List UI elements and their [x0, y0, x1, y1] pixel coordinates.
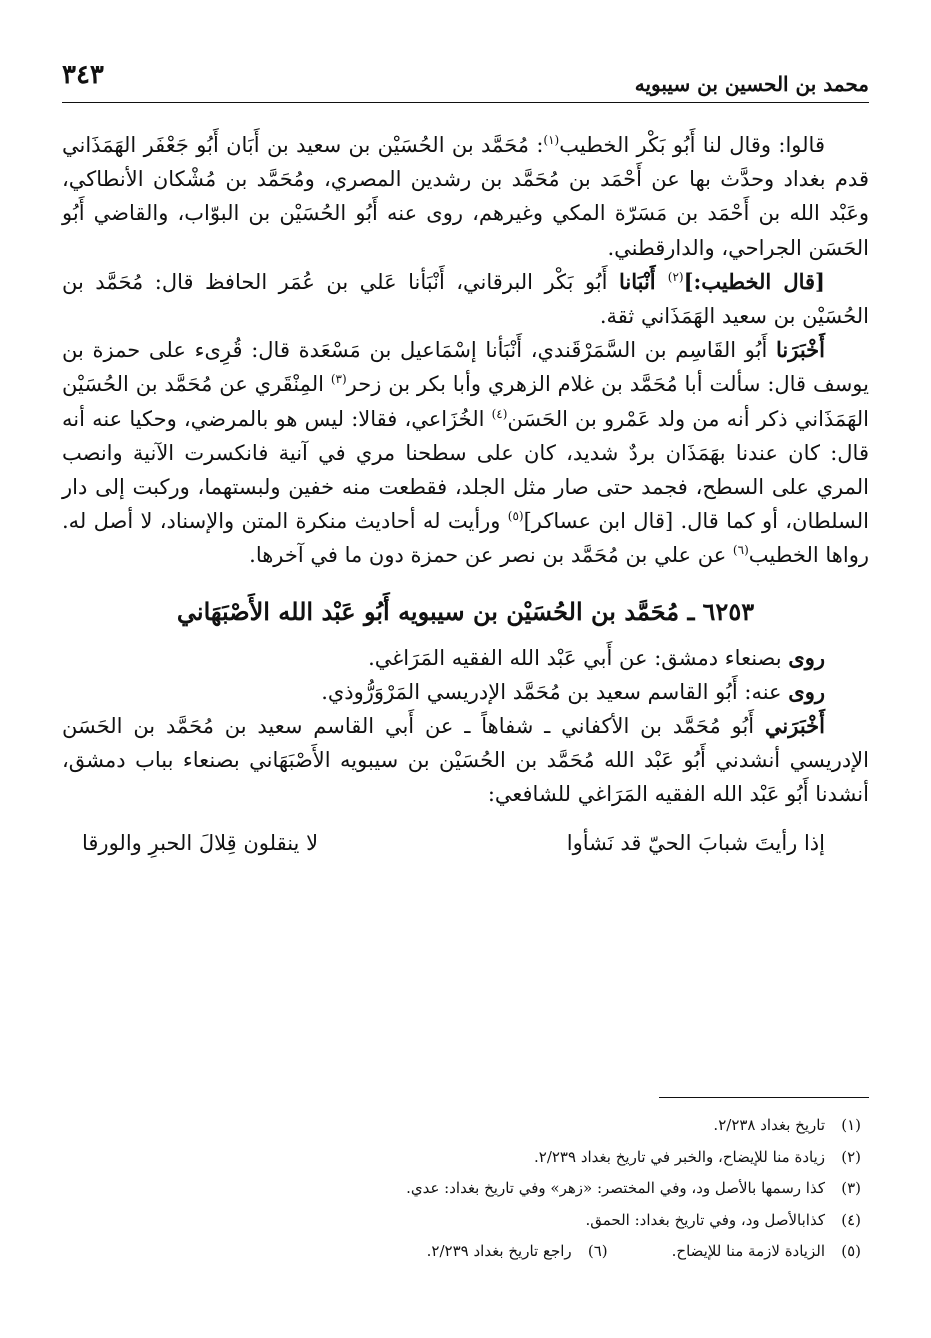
footnote-divider — [659, 1097, 869, 1098]
running-title: محمد بن الحسين بن سيبويه — [634, 72, 869, 96]
footnote-ref-6: (٦) — [732, 543, 749, 558]
paragraph-text: المِنْقَري عن مُحَمَّد بن الحُسَيْن الهَمَذَاني ذكر أنه من ولد عَمْرو بن الحَسَن — [62, 372, 869, 431]
transmission-term: روى — [788, 644, 825, 670]
poetry-verse — [62, 826, 869, 860]
footnote-mark: (٣) — [841, 1179, 861, 1197]
footnote-ref-3: (٣) — [330, 372, 347, 387]
transmission-term: أَخْبَرَنا — [776, 337, 825, 363]
footnote-mark: (٦) — [587, 1242, 608, 1260]
paragraph-text: أَبُو القَاسِم بن السَّمَرْقَندي، أَنْبَأنا إسْمَاعيل بن مَسْعَدة قال: قُرِىء على حمزة بن يوسف قال: سألت أبا مُحَمَّد بن غلام الزهري وأبا بكر بن زحر — [62, 338, 869, 397]
paragraph-text: : مُحَمَّد بن الحُسَيْن بن سعيد بن أَبَان أَبُو جَعْفَر الهَمَذَاني قدم بغداد وحدَّث بها عن أَحْمَد بن مُحَمَّد بن رشدين المصري، ومُحَمَّد بن مُشْكان الأنطاكي، وعَبْد الله بن أَحْمَد بن مَسَرّة المكي وغيرهم، روى عنه أَبُو الحُسَيْن بن البوّاب، والقاضي أَبُو الحَسَن الجراحي، والدارقطني. — [62, 133, 869, 260]
transmission-term: أَخْبَرَني — [764, 713, 825, 739]
paragraph-text: أَبُو مُحَمَّد بن الأكفاني ـ شفاهاً ـ عن أَبي القاسم سعيد بن مُحَمَّد بن الحَسَن الإدريسي أنشدني أَبُو عَبْد الله مُحَمَّد بن الحُسَيْن بن سيبويه الأَصْبَهَاني بصنعاء بباب دمشق، أنشدنا أَبُو عَبْد الله الفقيه المَرَاغي للشافعي: — [62, 714, 869, 807]
paragraph-khatib-tawthiq — [62, 265, 869, 333]
footnote-row — [62, 1236, 861, 1268]
paragraph-khatib-biography — [62, 128, 869, 265]
footnote-ref-4: (٤) — [491, 406, 508, 421]
footnote-text: راجع تاريخ بغداد ٢/٢٣٩. — [426, 1242, 572, 1260]
bracketed-source: [قال الخطيب:] — [683, 268, 825, 294]
entry-heading — [62, 593, 869, 631]
footnote-mark: (٤) — [841, 1210, 861, 1229]
footnote-text: تاريخ بغداد ٢/٢٣٨. — [713, 1116, 825, 1134]
main-text — [62, 128, 869, 860]
footnote-3 — [62, 1173, 861, 1205]
footnote-2 — [62, 1142, 861, 1174]
paragraph-text: الخُزَاعي، فقالا: ليس هو بالمرضي، وحكيا عنه أنه قال: كان عندنا بهَمَذَان بردٌ شديد، كان على سطحنا مري في آنية فانكسرت الآنية وانصب المري على السطح، فجمد حتى صار مثل الجلد، فقطعت منه خفين ولبستهما، وركبت إلى دار السلطان، أو كما قال. [قال ابن عساكر] — [62, 406, 870, 534]
running-header — [62, 52, 869, 103]
footnote-6 — [427, 1236, 608, 1268]
verse-first-hemistich: إذا رأيتَ شبابَ الحيّ قد نَشأوا — [566, 830, 825, 855]
footnote-mark: (٢) — [841, 1147, 861, 1166]
entry-title: ـ مُحَمَّد بن الحُسَيْن بن سيبويه أَبُو عَبْد الله الأَصْبَهَاني — [176, 596, 695, 626]
footnote-mark: (٥) — [841, 1242, 861, 1260]
verse-second-hemistich: لا ينقلون قِلالَ الحبرِ والورقا — [82, 830, 319, 855]
paragraph-text: قالوا: وقال لنا أَبُو بَكْر الخطيب — [559, 133, 825, 157]
footnote-text: الزيادة لازمة منا للإيضاح. — [671, 1242, 825, 1260]
footnote-text: كذابالأصل ود، وفي تاريخ بغداد: الحمق. — [585, 1210, 825, 1229]
paragraph-hamza-report — [62, 333, 869, 572]
footnote-ref-2: (٢) — [667, 269, 684, 284]
footnote-1 — [62, 1110, 861, 1142]
footnote-mark: (١) — [841, 1116, 861, 1134]
paragraph-text: بصنعاء دمشق: عن أَبي عَبْد الله الفقيه المَرَاغي. — [368, 645, 789, 670]
paragraph-text: عن علي بن مُحَمَّد بن نصر عن حمزة دون ما في آخرها. — [249, 543, 733, 568]
paragraph-rawa-1 — [62, 641, 869, 675]
footnote-ref-1: (١) — [543, 133, 560, 147]
paragraph-text: أَبُو بَكْر البرقاني، أَنْبَأنا عَلي بن عُمَر الحافظ قال: مُحَمَّد بن الحُسَيْن بن سعيد الهَمَذَاني ثقة. — [62, 269, 869, 329]
paragraph-akhbarani — [62, 709, 869, 812]
paragraph-rawa-2 — [62, 675, 869, 709]
paragraph-text: ورأيت له أحاديث منكرة المتن والإسناد، لا أصل له. رواها الخطيب — [62, 509, 869, 568]
page-number: ٣٤٣ — [62, 60, 104, 90]
footnote-ref-5: (٥) — [507, 509, 524, 524]
transmission-term: أَنْبَانا — [618, 268, 668, 294]
paragraph-text: عنه: أَبُو القاسم سعيد بن مُحَمَّد الإدريسي المَرْوَرُّوذي. — [321, 679, 789, 704]
footnote-text: كذا رسمها بالأصل ود، وفي المختصر: «زهر» وفي تاريخ بغداد: عدي. — [406, 1179, 825, 1197]
footnote-5 — [672, 1236, 861, 1268]
transmission-term: روى — [788, 678, 825, 704]
entry-number: ٦٢٥٣ — [702, 596, 755, 626]
footnotes — [62, 1110, 861, 1268]
footnote-4 — [62, 1205, 861, 1237]
footnote-text: زيادة منا للإيضاح، والخبر في تاريخ بغداد ٢/٢٣٩. — [533, 1147, 825, 1166]
